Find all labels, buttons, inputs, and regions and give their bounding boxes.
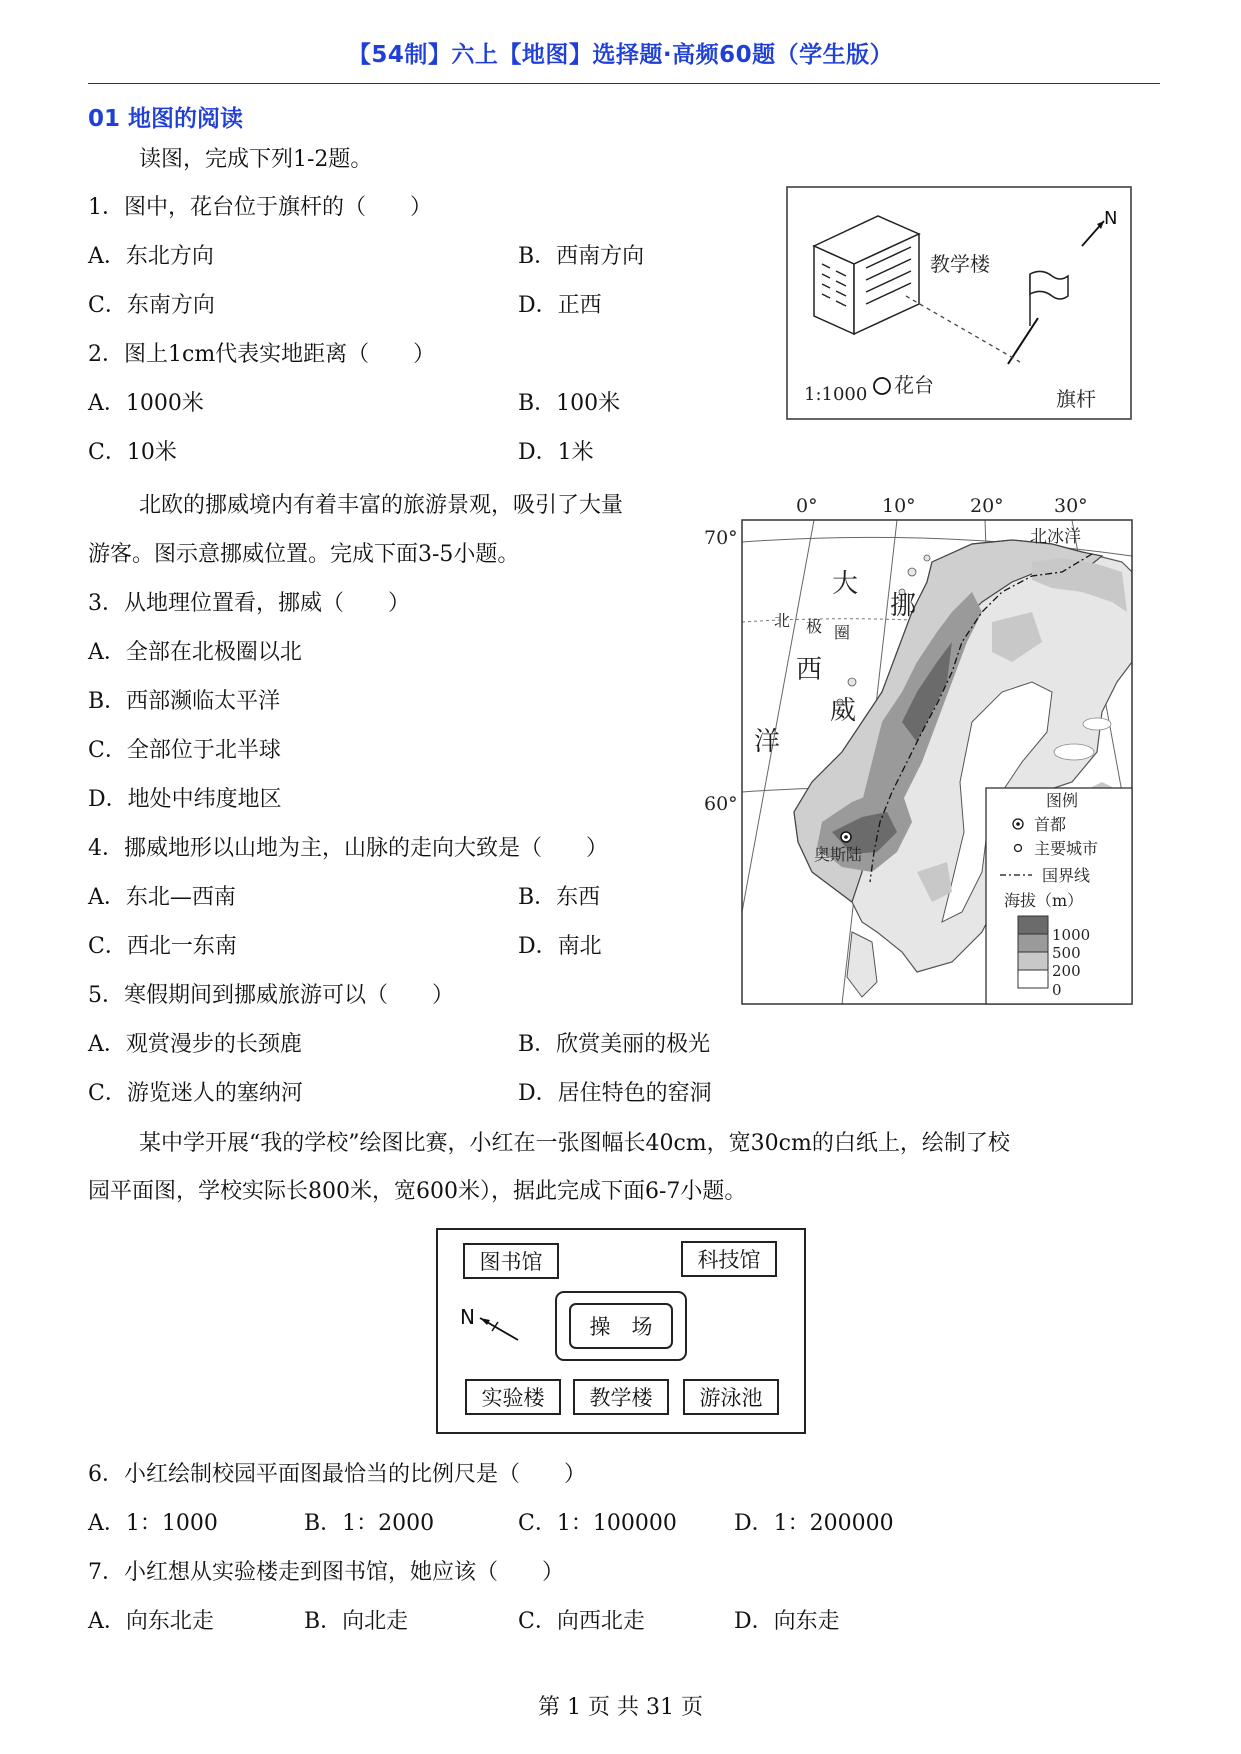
figure-campus-plan [436,1228,806,1434]
lon-label-0: 0° [796,495,818,517]
building-label: 教学楼 [930,252,990,276]
q7-stem: 7．小红想从实验楼走到图书馆，她应该（ ） [88,1560,564,1585]
q1-option-d[interactable]: D．正西 [518,293,602,318]
legend-swatch-mid [1018,934,1048,952]
north-label: N [1104,208,1118,229]
flowerbed-label: 花台 [894,373,934,397]
q2-stem: 2．图上1cm代表实地距离（ ） [88,342,436,367]
pool-label: 游泳池 [699,1386,763,1410]
group2-intro-line1: 北欧的挪威境内有着丰富的旅游景观，吸引了大量 [139,493,624,518]
lat-label-60: 60° [704,793,738,815]
q1-stem: 1．图中，花台位于旗杆的（ ） [88,195,432,220]
atlantic-label-3: 洋 [754,727,781,757]
legend-elev-label: 海拔（m） [1004,891,1084,910]
q6-option-d[interactable]: D．1：200000 [734,1511,894,1536]
legend-capital-label: 首都 [1034,815,1067,834]
q4-stem: 4．挪威地形以山地为主，山脉的走向大致是（ ） [88,836,608,861]
q1-option-a[interactable]: A．东北方向 [88,244,214,269]
figure-school-map [786,186,1132,420]
legend-city-label: 主要城市 [1034,839,1099,858]
q5-option-d[interactable]: D．居住特色的窑洞 [518,1081,712,1106]
q2-option-c[interactable]: C．10米 [88,440,177,465]
norway-label-2: 威 [830,696,857,726]
lab-label: 实验楼 [481,1386,545,1410]
page-header-title: 【54制】六上【地图】选择题·高频60题（学生版） [347,42,894,68]
q6-stem: 6．小红绘制校园平面图最恰当的比例尺是（ ） [88,1462,586,1487]
lon-label-30: 30° [1054,495,1088,517]
arctic-circle-label-2: 极 [806,617,823,636]
legend-swatch-high [1018,916,1048,934]
q7-option-b[interactable]: B．向北走 [304,1609,409,1634]
q4-option-b[interactable]: B．东西 [518,885,601,910]
legend-border-label: 国界线 [1042,866,1091,885]
q3-option-d[interactable]: D．地处中纬度地区 [88,787,282,812]
library-label: 图书馆 [479,1250,543,1274]
q3-stem: 3．从地理位置看，挪威（ ） [88,591,410,616]
capital-label: 奥斯陆 [814,845,863,864]
group3-intro-line1: 某中学开展“我的学校”绘图比赛，小红在一张图幅长40cm，宽30cm的白纸上，绘制了校 [139,1131,1010,1156]
q1-option-c[interactable]: C．东南方向 [88,293,215,318]
figure-norway-map [702,492,1142,1012]
lat-label-70: 70° [704,527,738,549]
q5-option-a[interactable]: A．观赏漫步的长颈鹿 [88,1032,302,1057]
q2-option-d[interactable]: D．1米 [518,440,594,465]
q5-stem: 5．寒假期间到挪威旅游可以（ ） [88,983,454,1008]
group3-intro-line2: 园平面图，学校实际长800米，宽600米），据此完成下面6-7小题。 [88,1179,747,1204]
q6-option-b[interactable]: B．1：2000 [304,1511,435,1536]
q1-option-b[interactable]: B．西南方向 [518,244,645,269]
flagpole-label: 旗杆 [1056,387,1096,411]
legend-elev-200: 200 [1052,962,1081,980]
campus-north-label: N [460,1305,475,1329]
norway-label-1: 挪 [890,591,917,621]
q3-option-c[interactable]: C．全部位于北半球 [88,738,281,763]
q7-option-a[interactable]: A．向东北走 [88,1609,214,1634]
group2-intro-line2: 游客。图示意挪威位置。完成下面3-5小题。 [88,542,520,567]
q4-option-c[interactable]: C．西北一东南 [88,934,237,959]
header-divider [88,83,1160,84]
group1-intro: 读图，完成下列1-2题。 [139,147,373,172]
lon-label-20: 20° [970,495,1004,517]
q6-option-c[interactable]: C．1：100000 [518,1511,677,1536]
arctic-ocean-label: 北冰洋 [1030,527,1081,547]
atlantic-label-2: 西 [796,655,823,685]
q7-option-d[interactable]: D．向东走 [734,1609,840,1634]
atlantic-label-1: 大 [832,569,859,599]
teaching-label: 教学楼 [589,1386,653,1410]
scale-label: 1:1000 [804,384,868,405]
q2-option-b[interactable]: B．100米 [518,391,621,416]
lon-label-10: 10° [882,495,916,517]
legend-city-icon [1015,845,1022,852]
flowerbed-circle-icon [874,378,890,394]
q5-option-b[interactable]: B．欣赏美丽的极光 [518,1032,711,1057]
map-legend [986,788,1132,1004]
legend-elev-0: 0 [1052,981,1062,999]
q5-option-c[interactable]: C．游览迷人的塞纳河 [88,1081,303,1106]
q7-option-c[interactable]: C．向西北走 [518,1609,645,1634]
legend-elev-1000: 1000 [1052,926,1091,944]
legend-title: 图例 [1046,791,1079,810]
section-title: 01 地图的阅读 [88,106,244,132]
tech-label: 科技馆 [697,1248,761,1272]
page-footer: 第 1 页 共 31 页 [538,1695,703,1720]
q3-option-b[interactable]: B．西部濒临太平洋 [88,689,281,714]
q4-option-d[interactable]: D．南北 [518,934,602,959]
field-label: 操 场 [589,1315,653,1339]
legend-elev-500: 500 [1052,944,1081,962]
legend-swatch-base [1018,970,1048,988]
arctic-circle-label-1: 北 [774,611,791,630]
legend-swatch-low [1018,952,1048,970]
q3-option-a[interactable]: A．全部在北极圈以北 [88,640,302,665]
q2-option-a[interactable]: A．1000米 [88,391,204,416]
arctic-circle-label-3: 圈 [834,623,851,642]
q6-option-a[interactable]: A．1：1000 [88,1511,218,1536]
q4-option-a[interactable]: A．东北—西南 [88,885,236,910]
